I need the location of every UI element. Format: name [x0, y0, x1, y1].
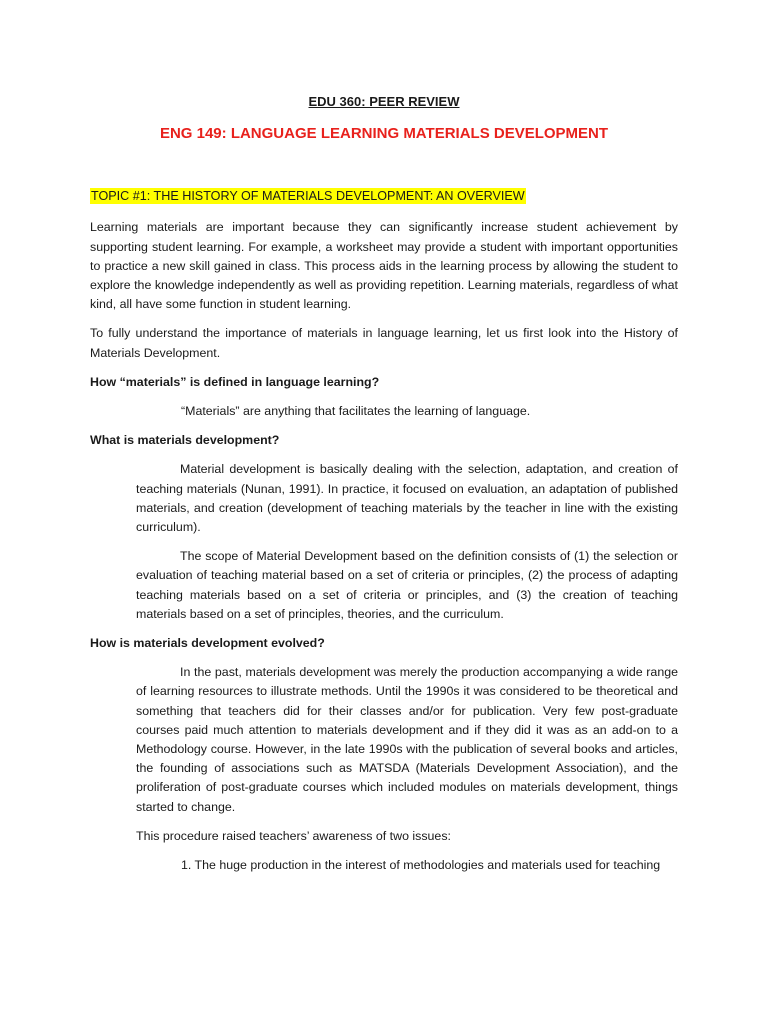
answer-materials-definition: “Materials” are anything that facilitates the learning of language.: [181, 404, 531, 419]
course-title: ENG 149: LANGUAGE LEARNING MATERIALS DEVELOPMENT: [159, 125, 609, 143]
answer-materials-development-p1: Material development is basically dealing with the selection, adaptation, and creation of teaching materials (Nunan, 1991). In practice, it focused on evaluation, an adaptation of published materials, and creation (development of teaching materials by the teacher in line with the existing curriculum).: [136, 462, 678, 535]
answer-materials-development-p2: The scope of Material Development based on the definition consists of (1) the selection or evaluation of teaching material based on a set of criteria or principles, (2) the process of adapting teaching materials based on a set of criteria or principles, and (3) the creation of teaching materials based on a set of principles, theories, and the curriculum.: [136, 549, 678, 621]
course-header: EDU 360: PEER REVIEW: [308, 94, 460, 109]
intro-paragraph: Learning materials are important because they can significantly increase student achievement by supporting student learning. For example, a worksheet may provide a student with important opportunities to practice a new skill gained in class. This process aids in the learning process by allowing the student to explore the knowledge independently as well as providing repetition. Learning materials, regardless of what kind, all have some function in student learning.: [90, 220, 678, 312]
question-materials-development: What is materials development?: [90, 433, 280, 448]
topic-highlight: TOPIC #1: THE HISTORY OF MATERIALS DEVELOPMENT: AN OVERVIEW: [91, 189, 525, 204]
answer-materials-evolution-p2: This procedure raised teachers’ awareness of two issues:: [136, 828, 451, 843]
lead-paragraph: To fully understand the importance of materials in language learning, let us first look into the History of Materials Development.: [90, 326, 678, 360]
question-materials-definition: How “materials” is defined in language learning?: [90, 374, 380, 389]
topic-heading: [90, 187, 678, 206]
question-materials-evolution: How is materials development evolved?: [90, 636, 325, 651]
list-item: 1. The huge production in the interest of methodologies and materials used for teaching: [181, 858, 661, 873]
answer-materials-development: [90, 460, 678, 624]
answer-materials-evolution: [90, 663, 678, 846]
document-page: [90, 92, 678, 875]
answer-materials-evolution-p1: In the past, materials development was merely the production accompanying a wide range of learning resources to illustrate methods. Until the 1990s it was considered to be theoretical and something that teachers did for their classes and/or for publication. Very few post-graduate courses paid much attention to materials development and if they did it was as an add-on to a Methodology course. However, in the late 1990s with the publication of several books and articles, the founding of associations such as MATSDA (Materials Development Association), and the proliferation of post-graduate courses which included modules on materials development, things started to change.: [136, 665, 678, 814]
